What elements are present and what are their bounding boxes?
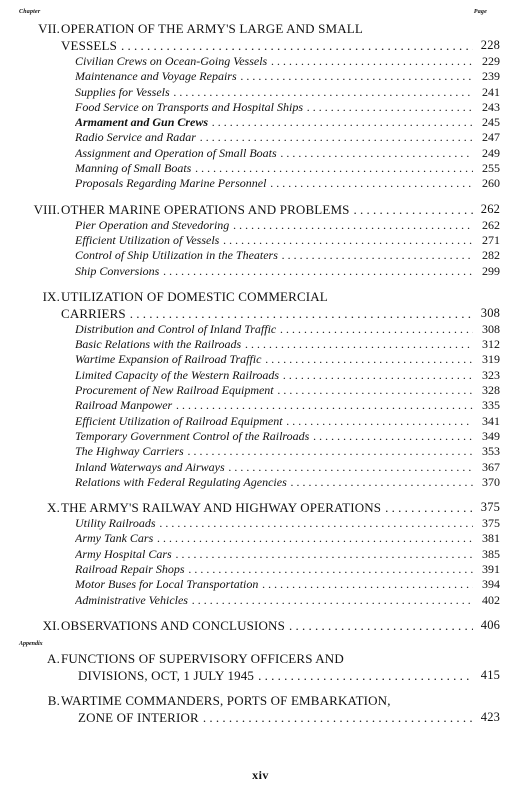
section-title: Procurement of New Railroad Equipment <box>75 383 274 398</box>
toc-section <box>0 322 521 337</box>
dot-leader <box>385 499 473 516</box>
toc-section <box>0 264 521 279</box>
dot-leader <box>283 368 473 383</box>
section-page: 349 <box>482 428 500 443</box>
dot-leader <box>157 531 473 546</box>
dot-leader <box>192 593 473 608</box>
section-title: Food Service on Transports and Hospital Ships <box>75 99 304 114</box>
section-page: 245 <box>482 115 500 130</box>
toc-section <box>0 337 521 352</box>
section-page: 370 <box>482 474 500 489</box>
section-title: Army Tank Cars <box>75 531 154 546</box>
dot-leader <box>258 667 473 684</box>
toc-section <box>0 444 521 459</box>
toc-chapter-xi <box>0 617 521 634</box>
section-page: 271 <box>482 232 500 247</box>
section-title: Pier Operation and Stevedoring <box>75 217 230 232</box>
section-title: Civilian Crews on Ocean-Going Vessels <box>75 54 268 68</box>
dot-leader <box>223 233 473 248</box>
appendix-title: FUNCTIONS OF SUPERVISORY OFFICERS AND <box>61 650 344 666</box>
toc-section <box>0 460 521 475</box>
section-title: Motor Buses for Local Transportation <box>75 577 259 592</box>
section-page: 308 <box>482 321 500 336</box>
dot-leader <box>203 709 473 726</box>
dot-leader <box>289 617 473 634</box>
dot-leader <box>313 429 473 444</box>
dot-leader <box>241 69 473 84</box>
chapter-title: OBSERVATIONS AND CONCLUSIONS <box>61 617 285 633</box>
chapter-number: VII. <box>38 21 60 36</box>
chapter-title-continued: VESSELS <box>61 38 117 53</box>
section-page: 335 <box>482 398 500 413</box>
section-title: Maintenance and Voyage Repairs <box>75 69 237 84</box>
toc-section <box>0 593 521 608</box>
dot-leader <box>200 130 473 145</box>
chapter-page: 262 <box>480 201 500 216</box>
dot-leader <box>176 547 473 562</box>
section-title: Ship Conversions <box>75 263 160 278</box>
section-page: 328 <box>482 383 500 398</box>
appendix-title-continued: DIVISIONS, OCT, 1 JULY 1945 <box>78 667 255 683</box>
section-title: Limited Capacity of the Western Railroads <box>75 367 280 382</box>
chapter-number: XI. <box>42 617 60 633</box>
toc-section <box>0 429 521 444</box>
section-list <box>0 218 521 279</box>
toc-section <box>0 100 521 115</box>
toc-section <box>0 531 521 546</box>
section-title: Utility Railroads <box>75 516 156 531</box>
section-page: 323 <box>482 367 500 382</box>
dot-leader <box>233 218 473 233</box>
section-title: Army Hospital Cars <box>75 546 172 561</box>
dot-leader <box>278 383 473 398</box>
toc-section <box>0 248 521 263</box>
section-page: 394 <box>482 577 500 592</box>
dot-leader <box>262 577 473 592</box>
dot-leader <box>280 322 473 337</box>
section-title: Efficient Utilization of Railroad Equipment <box>75 413 283 428</box>
toc-section <box>0 547 521 562</box>
chapter-title: OTHER MARINE OPERATIONS AND PROBLEMS <box>61 201 350 217</box>
section-title: Railroad Manpower <box>75 398 173 413</box>
chapter-page: 406 <box>480 617 500 632</box>
dot-leader <box>130 305 473 322</box>
section-title: Administrative Vehicles <box>75 592 188 607</box>
dot-leader <box>121 37 473 54</box>
toc-section <box>0 85 521 100</box>
section-page: 260 <box>482 176 500 191</box>
section-page: 229 <box>482 54 500 68</box>
toc-appendix-a <box>0 650 521 684</box>
dot-leader <box>188 444 473 459</box>
toc-section <box>0 233 521 248</box>
section-page: 249 <box>482 145 500 160</box>
toc-chapter-vii <box>0 20 521 192</box>
toc-section <box>0 368 521 383</box>
toc-chapter-ix <box>0 288 521 490</box>
section-title: Manning of Small Boats <box>75 161 192 176</box>
appendix-letter: A. <box>47 650 60 666</box>
toc-section <box>0 352 521 367</box>
dot-leader <box>354 201 473 218</box>
table-of-contents <box>0 20 521 726</box>
appendix-column-label: Appendix <box>19 640 43 647</box>
toc-section <box>0 218 521 233</box>
chapter-title: UTILIZATION OF DOMESTIC COMMERCIAL <box>61 288 328 304</box>
appendix-page: 423 <box>480 709 500 724</box>
section-page: 385 <box>482 546 500 561</box>
toc-section <box>0 146 521 161</box>
dot-leader <box>229 460 473 475</box>
toc-section <box>0 562 521 577</box>
section-title: Distribution and Control of Inland Traffic <box>75 321 277 336</box>
section-title: Armament and Gun Crews <box>75 115 209 130</box>
toc-section <box>0 398 521 413</box>
dot-leader <box>189 562 473 577</box>
section-title: Inland Waterways and Airways <box>75 459 225 474</box>
dot-leader <box>307 100 473 115</box>
toc-section <box>0 475 521 490</box>
page-column-label: Page <box>473 9 487 15</box>
chapter-title-continued: CARRIERS <box>61 305 126 321</box>
section-page: 247 <box>482 130 500 145</box>
appendix-title-continued: ZONE OF INTERIOR <box>78 709 199 725</box>
chapter-page: 228 <box>480 38 500 52</box>
toc-section <box>0 577 521 592</box>
toc-section <box>0 54 521 69</box>
section-page: 375 <box>482 516 500 531</box>
section-title: Supplies for Vessels <box>75 84 170 99</box>
section-page: 319 <box>482 352 500 367</box>
section-page: 255 <box>482 161 500 176</box>
appendix-letter: B. <box>47 692 60 708</box>
toc-section <box>0 516 521 531</box>
section-page: 239 <box>482 69 500 84</box>
toc-section <box>0 383 521 398</box>
section-list <box>0 322 521 490</box>
section-page: 312 <box>482 337 500 352</box>
dot-leader <box>265 352 473 367</box>
section-title: Proposals Regarding Marine Personnel <box>75 176 267 191</box>
dot-leader <box>287 414 473 429</box>
page-number: xiv <box>252 768 269 782</box>
dot-leader <box>270 176 473 191</box>
section-title: Railroad Repair Shops <box>75 562 185 577</box>
dot-leader <box>291 475 473 490</box>
section-title: The Highway Carriers <box>75 444 184 459</box>
section-page: 282 <box>482 248 500 263</box>
chapter-number: X. <box>47 500 60 516</box>
section-page: 402 <box>482 592 500 607</box>
section-title: Assignment and Operation of Small Boats <box>75 145 277 160</box>
toc-chapter-x <box>0 499 521 608</box>
chapter-page: 308 <box>480 305 500 320</box>
section-title: Radio Service and Radar <box>75 130 196 145</box>
section-title: Wartime Expansion of Railroad Traffic <box>75 352 262 367</box>
toc-section <box>0 69 521 84</box>
toc-section <box>0 176 521 191</box>
dot-leader <box>176 398 473 413</box>
section-page: 381 <box>482 531 500 546</box>
toc-section <box>0 115 521 130</box>
toc-section <box>0 161 521 176</box>
dot-leader <box>245 337 473 352</box>
chapter-title: OPERATION OF THE ARMY'S LARGE AND SMALL <box>61 21 363 36</box>
section-page: 353 <box>482 444 500 459</box>
chapter-number: VIII. <box>33 201 60 217</box>
section-title: Basic Relations with the Railroads <box>75 337 242 352</box>
section-title: Efficient Utilization of Vessels <box>75 232 220 247</box>
section-page: 341 <box>482 413 500 428</box>
section-page: 241 <box>482 84 500 99</box>
section-page: 367 <box>482 459 500 474</box>
dot-leader <box>212 115 473 130</box>
section-page: 391 <box>482 562 500 577</box>
section-page: 262 <box>482 217 500 232</box>
section-title: Control of Ship Utilization in the Theaters <box>75 248 278 263</box>
section-list <box>0 54 521 192</box>
chapter-column-label: Chapter <box>19 9 41 15</box>
section-list <box>0 516 521 608</box>
chapter-number: IX. <box>42 288 60 304</box>
section-title: Relations with Federal Regulating Agencies <box>75 474 287 489</box>
toc-section <box>0 414 521 429</box>
chapter-page: 375 <box>480 500 500 515</box>
chapter-title: THE ARMY'S RAILWAY AND HIGHWAY OPERATIONS <box>61 500 382 516</box>
dot-leader <box>163 264 473 279</box>
dot-leader <box>271 54 473 69</box>
dot-leader <box>282 248 473 263</box>
dot-leader <box>174 85 473 100</box>
dot-leader <box>281 146 473 161</box>
appendix-title: WARTIME COMMANDERS, PORTS OF EMBARKATION, <box>61 692 391 708</box>
section-title: Temporary Government Control of the Railroads <box>75 428 310 443</box>
appendix-page: 415 <box>480 667 500 682</box>
toc-section <box>0 130 521 145</box>
toc-appendix-b <box>0 692 521 726</box>
dot-leader <box>195 161 473 176</box>
toc-chapter-viii <box>0 201 521 279</box>
dot-leader <box>160 516 473 531</box>
section-page: 299 <box>482 263 500 278</box>
section-page: 243 <box>482 99 500 114</box>
